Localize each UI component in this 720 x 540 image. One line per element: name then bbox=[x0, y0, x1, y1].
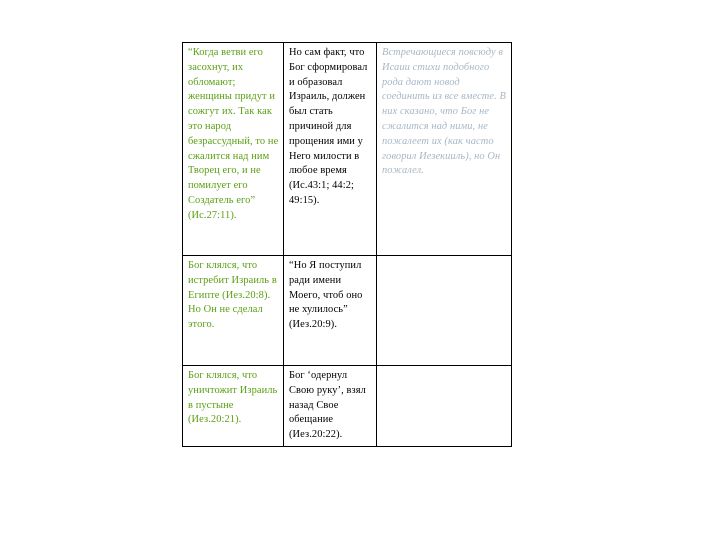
right-cell bbox=[377, 256, 512, 366]
quote-table bbox=[182, 42, 512, 447]
left-cell: Бог клялся, что уничтожит Израиль в пустыне (Иез.20:21). bbox=[183, 366, 284, 447]
left-cell: “Когда ветви его засохнут, их обломают; женщины придут и сожгут их. Так как это народ безрассудный, то не сжалится над ним Творец его, и не помилует его Создатель его” (Ис.27:11). bbox=[183, 43, 284, 256]
left-cell: Бог клялся, что истребит Израиль в Египте (Иез.20:8). Но Он не сделал этого. bbox=[183, 256, 284, 366]
middle-cell: “Но Я поступил ради имени Моего, чтоб оно не хулилось” (Иез.20:9). bbox=[284, 256, 377, 366]
table-row bbox=[183, 43, 512, 256]
table-row bbox=[183, 366, 512, 447]
middle-cell: Бог ‘одернул Свою руку’, взял назад Свое обещание (Иез.20:22). bbox=[284, 366, 377, 447]
right-cell: Встречающиеся повсюду в Исаии стихи подобного рода дают новод соединить из все вместе. В них сказано, что Бог не сжалится над ними, не пожалеет их (как часто говорил Иезекииль), но Он пожалел. bbox=[377, 43, 512, 256]
table-row bbox=[183, 256, 512, 366]
middle-cell: Но сам факт, что Бог сформировал и образовал Израиль, должен был стать причиной для прощения ими у Него милости в любое время (Ис.43:1; 44:2; 49:15). bbox=[284, 43, 377, 256]
right-cell bbox=[377, 366, 512, 447]
